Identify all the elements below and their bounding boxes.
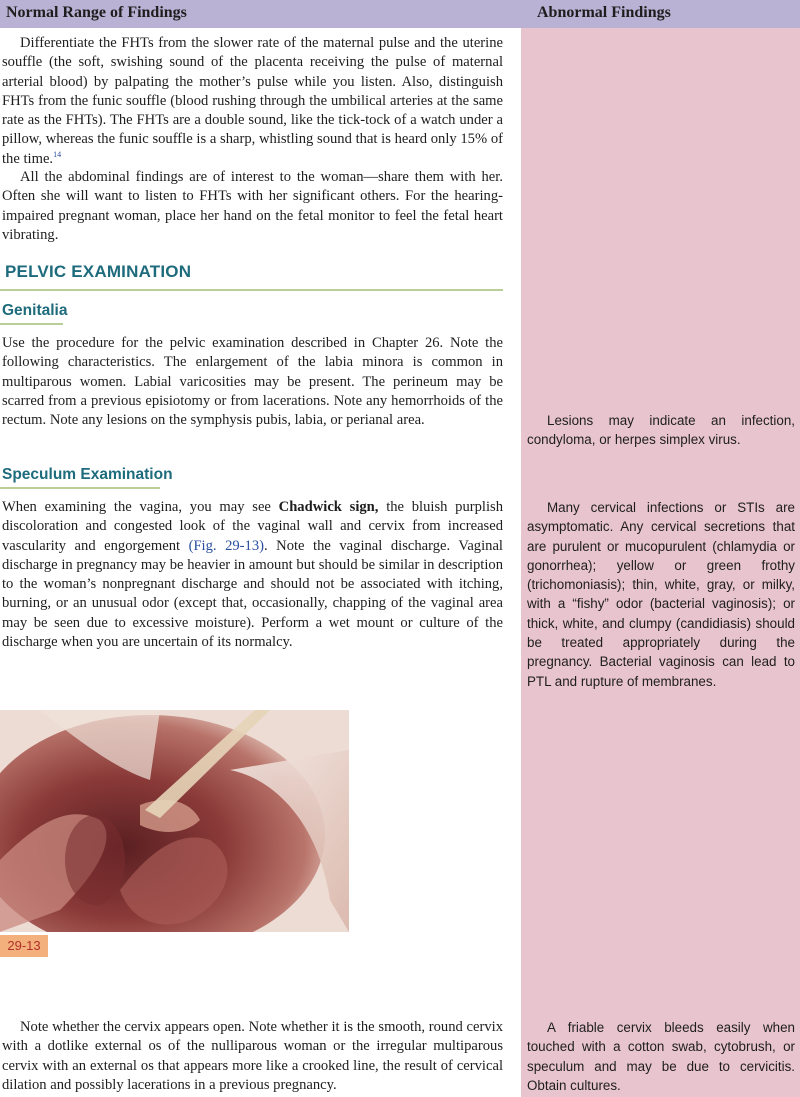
genitalia-heading-underline <box>0 323 63 325</box>
speculum-text-c: . Note the vaginal discharge. Vaginal discharge in pregnancy may be heavier in amount but should be similar in description to the woman’s nonpregnant discharge and should not be associated with itching, burning, or an unusual odor (except that, occasionally, chapping of the vaginal area may be seen due to excessive moisture). Perform a wet mount or culture of the discharge when you are uncertain of its normalcy. <box>2 537 503 651</box>
column-header-bar <box>0 0 800 28</box>
figure-label-badge: 29-13 <box>0 935 48 957</box>
reference-superscript[interactable]: 14 <box>53 149 62 159</box>
abdominal-findings-paragraph: All the abdominal findings are of interest to the woman—share them with her. Often she will want to listen to FHTs with her significant others. For the hearing-impaired pregnant woman, place her hand on the fetal monitor to feel the fetal heart vibrating. <box>2 169 503 243</box>
figure-reference-link[interactable]: (Fig. 29-13) <box>188 537 264 554</box>
genitalia-abnormal-note: Lesions may indicate an infection, condyloma, or herpes simplex virus. <box>527 413 795 448</box>
genitalia-paragraph: Use the procedure for the pelvic examination described in Chapter 26. Note the following characteristics. The enlargement of the labia minora is common in multiparous women. Labial varicosities may be present. The perineum may be scarred from a previous episiotomy or from lacerations. Note any hemorrhoids of the rectum. Note any lesions on the symphysis pubis, labia, or perianal area. <box>2 335 503 429</box>
speculum-heading-underline <box>0 487 160 489</box>
speculum-text-b: the bluish purplish discoloration and congested look of the vaginal wall and cervix from increased vascularity and engorgement <box>2 499 504 554</box>
speculum-paragraph <box>2 498 503 652</box>
speculum-abnormal-note: Many cervical infections or STIs are asymptomatic. Any cervical secretions that are purulent or mucopurulent (chlamydia or gonorrhea); yellow or green frothy (trichomoniasis); thin, white, gray, or milky, with a “fishy” odor (bacterial vaginosis); or thick, white, and clumpy (candidiasis) should be treated appropriately during the pregnancy. Bacterial vaginosis can lead to PTL and rupture of membranes. <box>527 500 795 689</box>
section-divider <box>0 289 503 291</box>
speculum-heading: Speculum Examination <box>2 466 173 483</box>
genitalia-heading: Genitalia <box>2 302 68 319</box>
speculum-text-a: When examining the vagina, you may see <box>2 499 279 515</box>
cervix-abnormal-note: A friable cervix bleeds easily when touched with a cotton swab, cytobrush, or speculum and may be due to cervicitis. Obtain cultures. <box>527 1020 795 1093</box>
abnormal-findings-header: Abnormal Findings <box>537 4 671 21</box>
fht-paragraph <box>2 34 503 169</box>
section-title: PELVIC EXAMINATION <box>5 262 192 281</box>
fht-text: Differentiate the FHTs from the slower rate of the maternal pulse and the uterine souffle (the soft, swishing sound of the placenta receiving the pulse of maternal arterial blood) by palpating the mother’s pulse while you listen. Also, distinguish FHTs from the funic souffle (blood rushing through the umbilical arteries at the same rate as the FHTs). The FHTs are a double sound, like the tick-tock of a watch under a pillow, whereas the funic souffle is a sharp, whistling sound that is heard only 15% of the time. <box>2 35 503 167</box>
cervix-paragraph: Note whether the cervix appears open. Note whether it is the smooth, round cervix with a dotlike external os of the nulliparous woman or the irregular multiparous cervix with an external os that appears more like a crooked line, the result of cervical dilation and possibly lacerations in a previous pregnancy. <box>2 1019 503 1093</box>
chadwick-sign-term: Chadwick sign, <box>278 499 379 515</box>
speculum-exam-photo <box>0 710 349 932</box>
normal-findings-header: Normal Range of Findings <box>6 4 187 21</box>
